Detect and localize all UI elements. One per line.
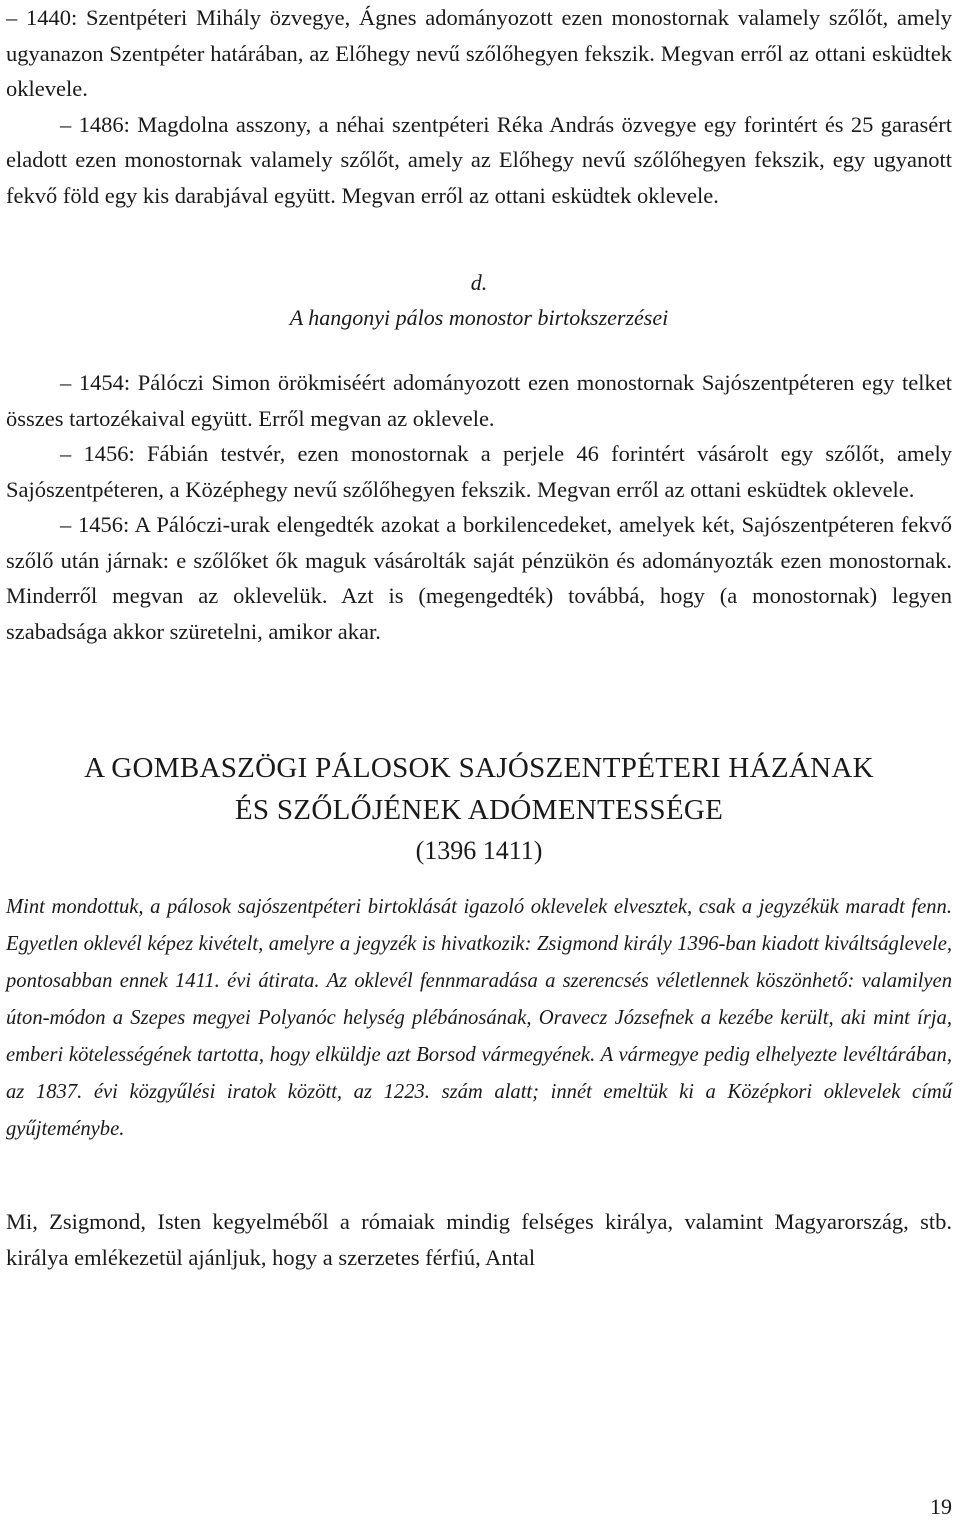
page-number: 19 xyxy=(930,1494,952,1519)
entry-1486: – 1486: Magdolna asszony, a néhai szentpéteri Réka András özvegye egy forintért és 25 garasért eladott ezen monostornak valamely szőlőt, amely az Előhegy nevű szőlőhegyen fekszik, egy ugyanott fekvő föld egy kis darabjával együtt. Megvan erről az ottani esküdtek oklevele. xyxy=(6,111,952,208)
spacer xyxy=(6,1148,952,1204)
spacer xyxy=(6,871,952,889)
entry-1454: – 1454: Pálóczi Simon örökmiséért adományozott ezen monostornak Sajószentpéteren egy telket összes tartozékaival együtt. Erről megvan az oklevele. xyxy=(6,370,952,431)
chapter-title-line-1: A GOMBASZÖGI PÁLOSOK SAJÓSZENTPÉTERI HÁZÁNAK xyxy=(84,752,874,784)
entry-1456-paloczi: – 1456: A Pálóczi-urak elengedték azokat a borkilencedeket, amelyek két, Sajószentpéteren fekvő szőlő után járnak: e szőlőket ők maguk vásárolták saját pénzükön és adományozták ezen monostornak. Minderről megvan az oklevelük. Azt is (megengedték) továbbá, hogy (a monostornak) legyen szabadsága akkor szüretelni, amikor akar. xyxy=(6,512,952,644)
page-content xyxy=(6,0,952,1275)
section-d-letter: d. xyxy=(470,270,488,295)
chapter-intro: Mint mondottuk, a pálosok sajószentpéteri birtoklását igazoló oklevelek elvesztek, csak a jegyzékük maradt fenn. Egyetlen oklevél képez kivételt, amelyre a jegyzék is hivatkozik: Zsigmond király 1396-ban kiadott kiváltságlevele, pontosabban ennek 1411. évi átirata. Az oklevél fennmaradása a szerencsés véletlennek köszönhető: valamilyen úton-módon a Szepes megyei Polyanóc helység plébánosának, Oravecz Józsefnek a kezébe került, aki mint írja, emberi kötelességének tartotta, hogy elküldje azt Borsod vármegyének. A vármegye pedig elhelyezte levéltárában, az 1837. évi közgyűlési iratok között, az 1223. szám alatt; innét emeltük ki a Középkori oklevelek című gyűjteménybe. xyxy=(6,896,952,1140)
entry-1456-fabian: – 1456: Fábián testvér, ezen monostornak a perjele 46 forintért vásárolt egy szőlőt, amely Sajószentpéteren, a Középhegy nevű szőlőhegyen fekszik. Megvan erről az ottani esküdtek oklevele. xyxy=(6,441,952,502)
chapter-years: (1396 1411) xyxy=(415,836,543,865)
spacer xyxy=(6,649,952,747)
section-d-title: A hangonyi pálos monostor birtokszerzései xyxy=(289,305,669,330)
chapter-title-line-2: ÉS SZŐLŐJÉNEK ADÓMENTESSÉGE xyxy=(234,794,724,826)
spacer xyxy=(6,335,952,365)
entry-1440: – 1440: Szentpéteri Mihály özvegye, Ágnes adományozott ezen monostornak valamely szőlőt, amely ugyanazon Szentpéter határában, az Előhegy nevű szőlőhegyen fekszik. Megvan erről az ottani esküdtek oklevele. xyxy=(6,5,952,101)
charter-text: Mi, Zsigmond, Isten kegyelméből a rómaiak mindig felséges királya, valamint Magyarország, stb. királya emlékezetül ajánljuk, hogy a szerzetes férfiú, Antal xyxy=(6,1209,952,1270)
